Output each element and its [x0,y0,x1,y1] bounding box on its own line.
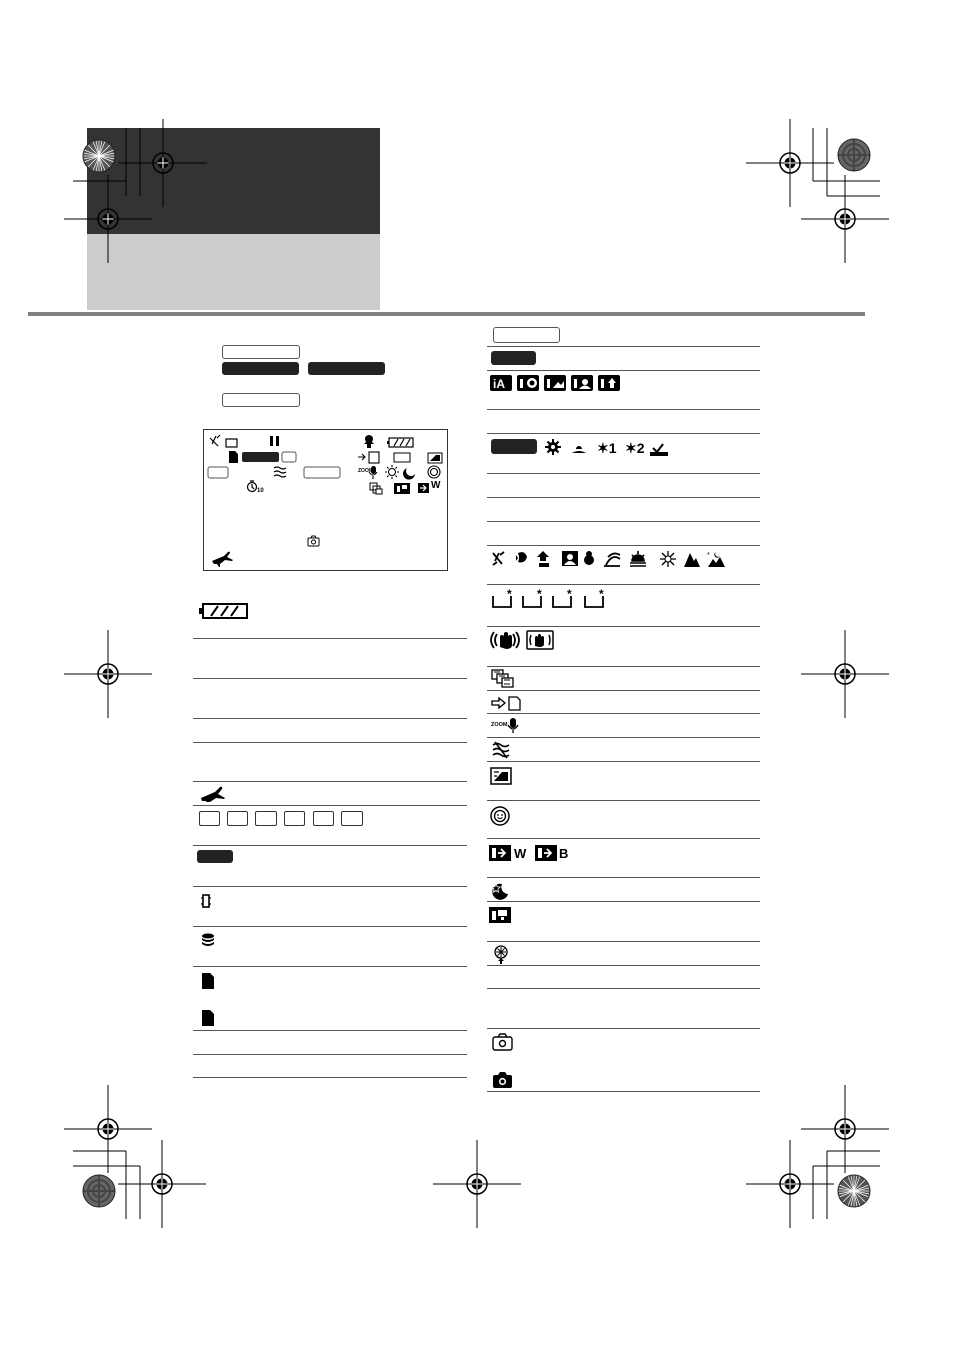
mode-box-5 [313,811,334,826]
zoom-mic-label: ZOOM [491,722,508,728]
mode-pill-outline-1 [222,345,300,359]
mode-box-2 [227,811,248,826]
left-rule-8 [193,886,467,887]
left-rule-4 [193,742,467,743]
mode-box-3 [255,811,277,826]
zoom-mic-icon [507,717,519,735]
built-in-memory-icon [200,893,212,909]
right-rule-8 [487,545,760,546]
intelligent-contrast-icon [489,907,511,923]
airplane-icon [199,784,227,802]
burst-icon [491,669,515,689]
lcd-screen [203,429,448,571]
color-night-icon [490,881,510,901]
right-rule-18 [487,877,760,878]
left-rule-11 [193,1030,467,1031]
right-scene-pill [491,439,537,454]
screen-timer-label: 10 [257,488,264,494]
left-rule-2 [193,678,467,679]
right-rule-2 [487,370,760,371]
right-rule-20 [487,941,760,942]
image-stabilizer-icons [489,629,559,651]
right-rule-15 [487,761,760,762]
svg-text:*: * [707,552,710,559]
right-mode-pill-outline [493,327,560,343]
fade-black-label: B [559,846,569,861]
right-rule-17 [487,838,760,839]
white-balance-icons [491,588,621,610]
left-rule-12 [193,1054,467,1055]
svg-text:✶1: ✶1 [597,440,617,456]
right-rule-12 [487,690,760,691]
camera-shutter-icon [492,1033,514,1051]
svg-text:*: * [599,588,604,601]
mode-box-4 [284,811,305,826]
fade-black-icon [535,845,557,861]
right-rule-16 [487,800,760,801]
right-rule-9 [487,584,760,585]
mode-pill-outline-2 [222,393,300,407]
left-rule-5 [193,781,467,782]
hdd-icon [200,932,216,948]
face-detect-icon [489,805,511,827]
svg-text:*: * [537,588,542,601]
scene-icons [490,549,730,569]
soft-skin-icon [491,945,511,965]
svg-text:✶2: ✶2 [625,440,645,456]
right-mode-pill-filled [491,351,536,365]
left-rule-7 [193,845,467,846]
screen-w-label: W [431,480,441,491]
right-rule-3 [487,409,760,410]
fade-white-label: W [514,846,527,861]
svg-text:iA: iA [493,377,505,391]
right-rule-10 [487,626,760,627]
card-save-icon [490,695,524,711]
right-rule-4 [487,433,760,434]
picture-adjust-icons [545,438,675,456]
mode-box-6 [341,811,363,826]
wind-cut-icon [491,741,513,759]
right-rule-24 [487,1091,760,1092]
sd-card-icon-1 [202,973,214,989]
battery-icon [199,602,249,620]
right-rule-1 [487,346,760,347]
svg-text:*: * [507,588,512,601]
right-rule-5 [487,473,760,474]
left-rule-6 [193,805,467,806]
right-rule-21 [487,965,760,966]
left-rule-10 [193,966,467,967]
mode-pill-filled-1 [222,362,299,375]
status-badge-filled [197,850,233,863]
right-rule-14 [487,737,760,738]
right-rule-13 [487,713,760,714]
left-rule-13 [193,1077,467,1078]
fade-white-icon [489,845,511,861]
left-rule-1 [193,638,467,639]
right-rule-19 [487,901,760,902]
mode-box-1 [199,811,220,826]
camera-icon [492,1071,514,1089]
left-rule-3 [193,718,467,719]
svg-text:*: * [567,588,572,601]
backlight-icon [490,767,512,785]
right-rule-6 [487,497,760,498]
right-rule-22 [487,988,760,989]
mode-pill-filled-2 [308,362,385,375]
left-rule-9 [193,926,467,927]
screen-zoom-label: ZOOM [358,468,373,474]
right-rule-7 [487,521,760,522]
intelligent-auto-icon [490,374,622,392]
right-rule-11 [487,666,760,667]
sd-card-icon-2 [202,1010,214,1026]
right-rule-23 [487,1028,760,1029]
